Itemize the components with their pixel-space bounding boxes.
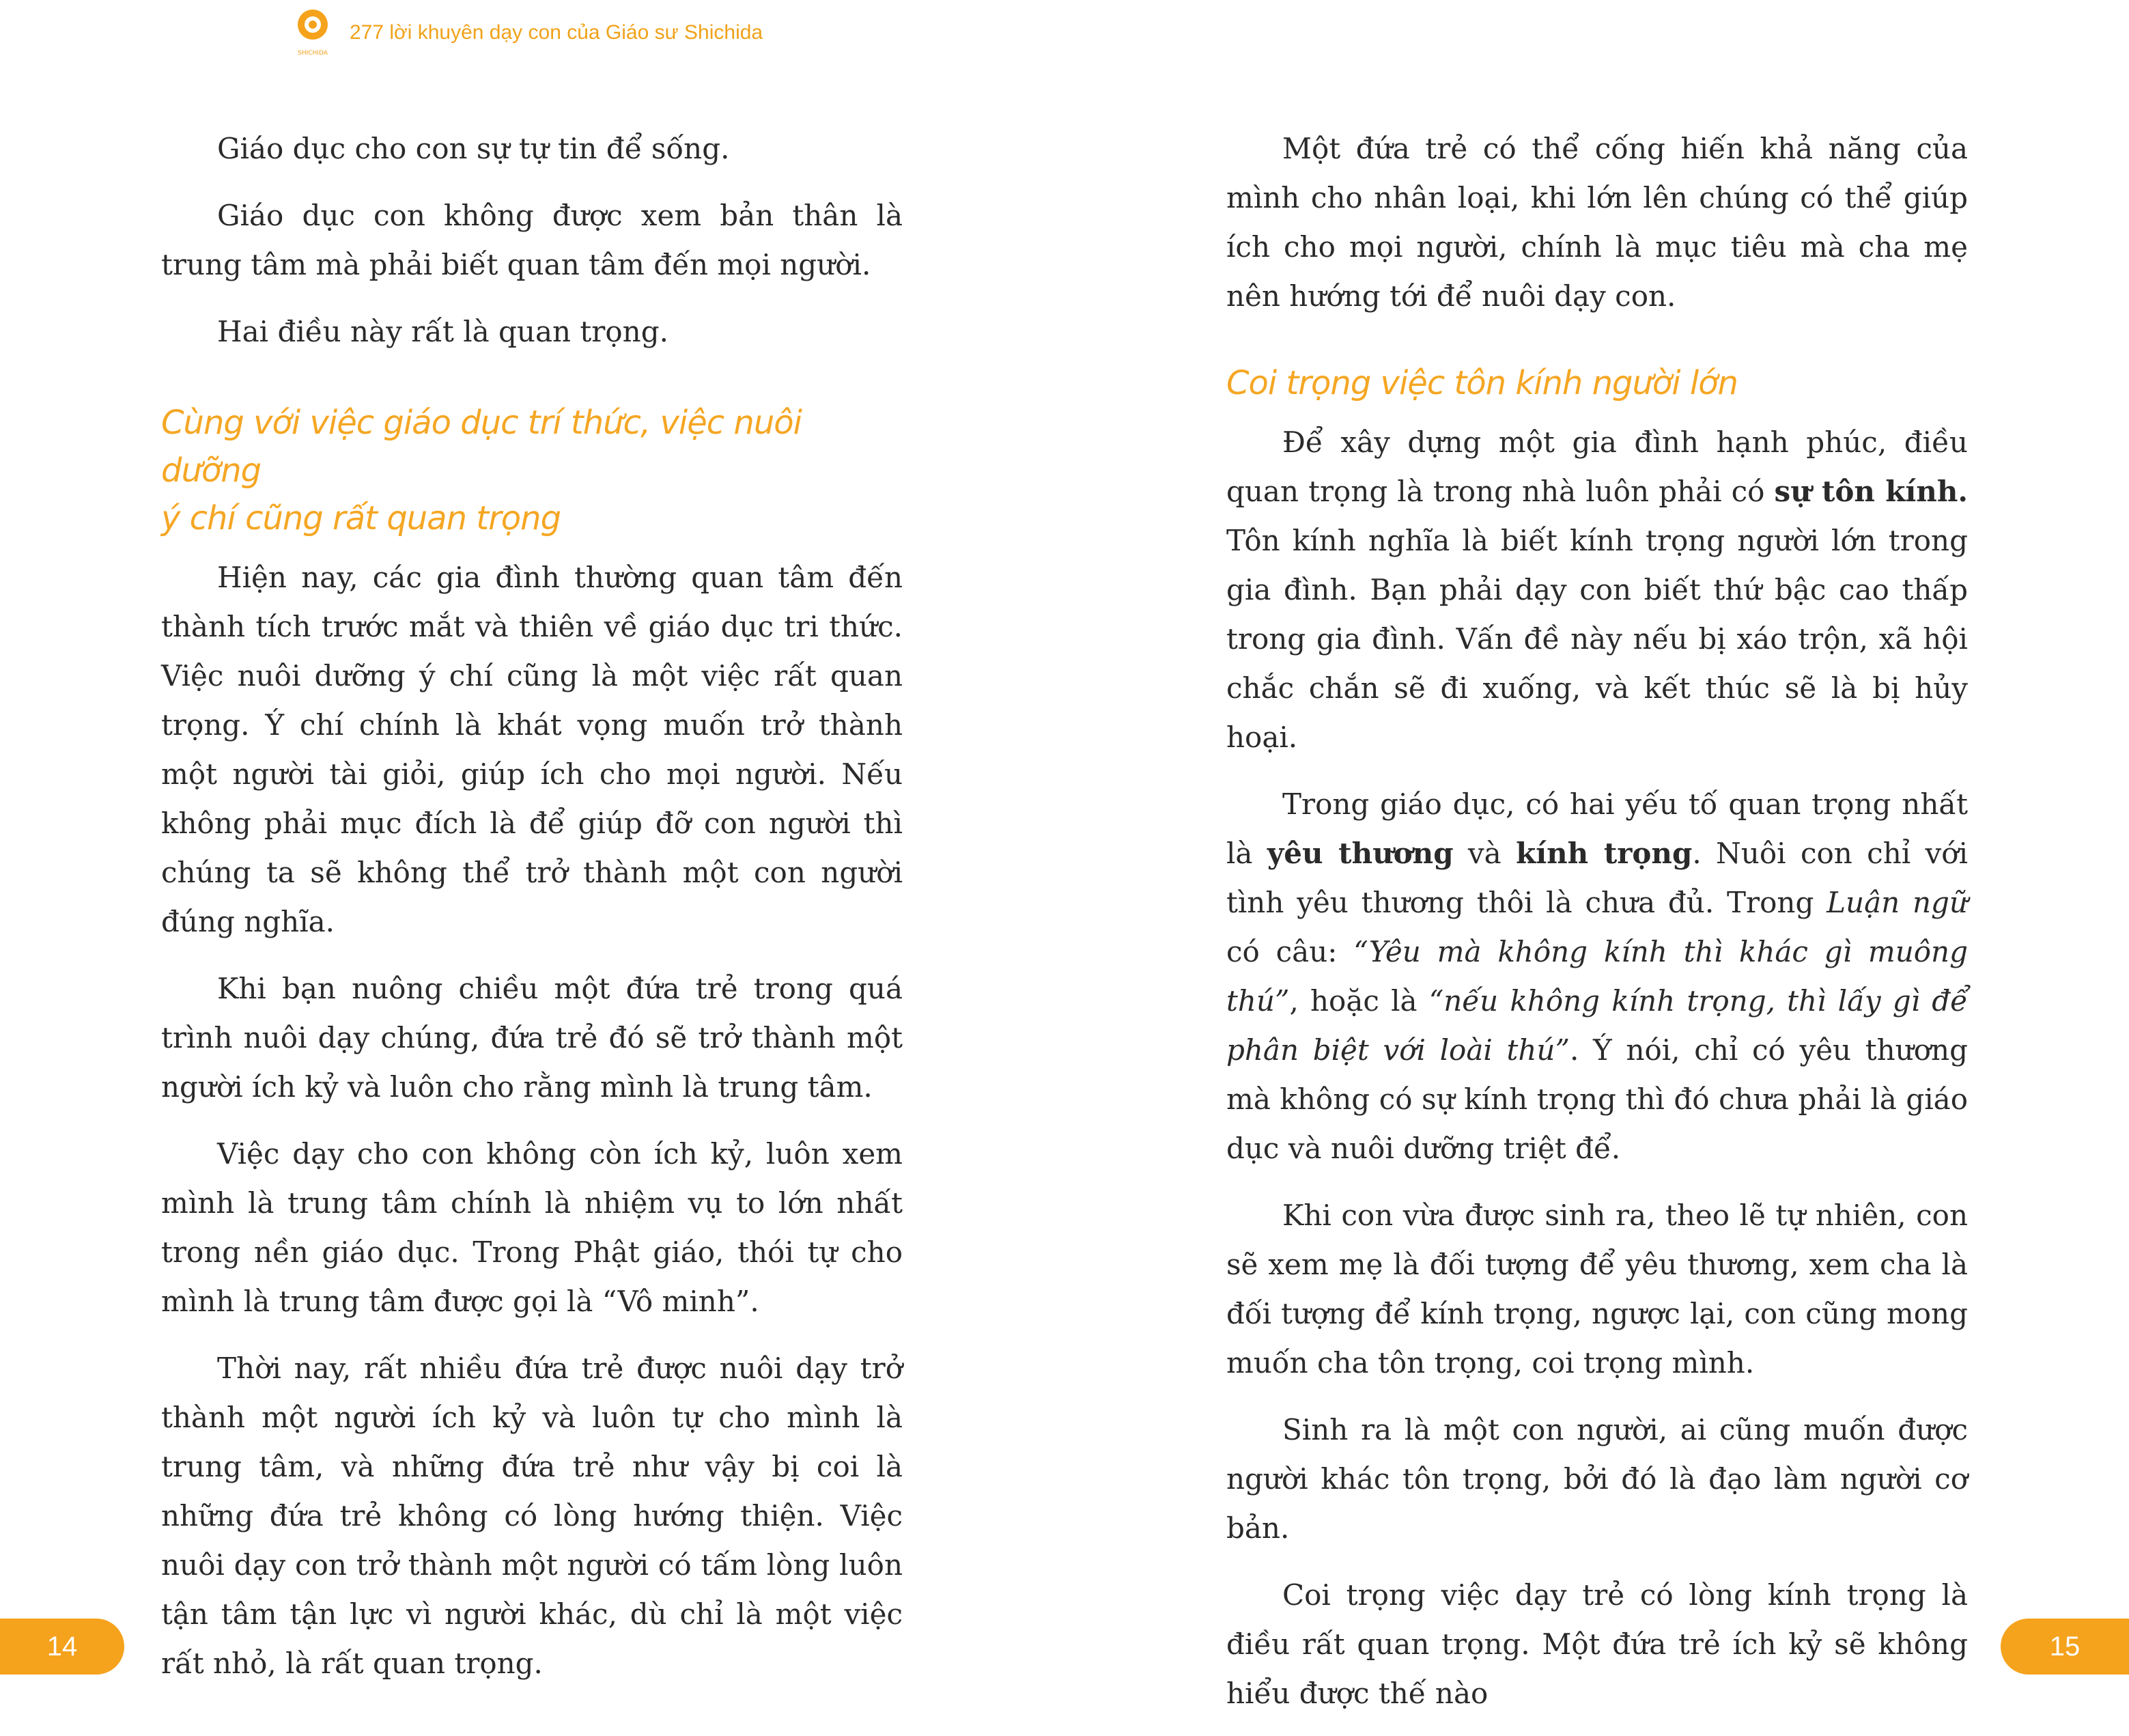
left-page xyxy=(161,124,903,1706)
text-run: . Ý nói, chỉ có yêu thương mà không có sự kính trọng thì đó chưa phải là giáo dục và nuôi dưỡng triệt để. xyxy=(1226,1033,1968,1165)
running-header xyxy=(294,5,763,60)
text-run: và xyxy=(1453,837,1517,870)
page-number-right: 15 xyxy=(2001,1619,2129,1675)
svg-text:SHICHIDA: SHICHIDA xyxy=(298,50,328,57)
italic-title: Luận ngữ xyxy=(1827,886,1968,919)
shichida-logo-icon xyxy=(294,5,332,60)
text-run: Để xây dựng một gia đình hạnh phúc, điều quan trọng là trong nhà luôn phải có xyxy=(1226,425,1968,508)
paragraph: Khi con vừa được sinh ra, theo lẽ tự nhiên, con sẽ xem mẹ là đối tượng để yêu thương, xem cha là đối tượng để kính trọng, ngược lại, con cũng mong muốn cha tôn trọng, coi trọng mình. xyxy=(1226,1199,1968,1380)
bold-term: yêu thương xyxy=(1267,837,1454,870)
bold-term: sự tôn kính. xyxy=(1774,475,1968,508)
paragraph: Thời nay, rất nhiều đứa trẻ được nuôi dạy trở thành một người ích kỷ và luôn tự cho mình là trung tâm, và những đứa trẻ như vậy bị coi là những đứa trẻ không có lòng hướng thiện. Việc nuôi dạy con trở thành một người có tấm lòng luôn tận tâm tận lực vì người khác, dù chỉ là một việc rất nhỏ, là rất quan trọng. xyxy=(161,1352,903,1680)
section-heading: Coi trọng việc tôn kính người lớn xyxy=(1226,364,1738,402)
bold-term: kính trọng xyxy=(1516,837,1693,870)
paragraph: Hai điều này rất là quan trọng. xyxy=(217,315,668,348)
right-page xyxy=(1226,124,1968,1736)
section-heading-line: Cùng với việc giáo dục trí thức, việc nuôi dưỡng xyxy=(161,404,802,490)
paragraph xyxy=(1226,780,1968,1173)
book-title: 277 lời khuyên dạy con của Giáo sư Shichida xyxy=(350,21,763,44)
text-run: Tôn kính nghĩa là biết kính trọng người lớn trong gia đình. Bạn phải dạy con biết thứ bậc cao thấp trong gia đình. Vấn đề này nếu bị xáo trộn, xã hội chắc chắn sẽ đi xuống, và kết thúc sẽ là bị hủy hoại. xyxy=(1226,524,1968,754)
italic-quote: “Yêu mà không kính thì khác gì muông thú” xyxy=(1226,935,1968,1018)
page-number-left: 14 xyxy=(0,1619,124,1675)
text-run: , hoặc là xyxy=(1289,984,1429,1018)
text-run: . Nuôi con chỉ với tình yêu thương thôi là chưa đủ. Trong xyxy=(1226,837,1969,919)
paragraph: Giáo dục con không được xem bản thân là trung tâm mà phải biết quan tâm đến mọi người. xyxy=(161,199,903,281)
paragraph: Coi trọng việc dạy trẻ có lòng kính trọng là điều rất quan trọng. Một đứa trẻ ích kỷ sẽ không hiểu được thế nào xyxy=(1226,1578,1968,1710)
section-heading xyxy=(161,399,903,542)
paragraph: Hiện nay, các gia đình thường quan tâm đến thành tích trước mắt và thiên về giáo dục tri thức. Việc nuôi dưỡng ý chí cũng là một việc rất quan trọng. Ý chí chính là khát vọng muốn trở thành một người tài giỏi, giúp ích cho mọi người. Nếu không phải mục đích là để giúp đỡ con người thì chúng ta sẽ không thể trở thành một con người đúng nghĩa. xyxy=(161,561,903,938)
paragraph xyxy=(1226,418,1968,762)
paragraph: Khi bạn nuông chiều một đứa trẻ trong quá trình nuôi dạy chúng, đứa trẻ đó sẽ trở thành một người ích kỷ và luôn cho rằng mình là trung tâm. xyxy=(161,972,903,1104)
paragraph: Giáo dục cho con sự tự tin để sống. xyxy=(217,132,730,165)
text-run: có câu: xyxy=(1226,935,1354,968)
text-run: Trong giáo dục, có hai yếu tố quan trọng nhất là xyxy=(1226,787,1968,870)
paragraph: Việc dạy cho con không còn ích kỷ, luôn xem mình là trung tâm chính là nhiệm vụ to lớn nhất trong nền giáo dục. Trong Phật giáo, thói tự cho mình là trung tâm được gọi là “Vô minh”. xyxy=(161,1137,903,1318)
paragraph: Sinh ra là một con người, ai cũng muốn được người khác tôn trọng, bởi đó là đạo làm người cơ bản. xyxy=(1226,1413,1968,1545)
italic-quote: “nếu không kính trọng, thì lấy gì để phân biệt với loài thú” xyxy=(1226,984,1968,1067)
section-heading-line: ý chí cũng rất quan trọng xyxy=(161,499,561,537)
paragraph: Một đứa trẻ có thể cống hiến khả năng của mình cho nhân loại, khi lớn lên chúng có thể giúp ích cho mọi người, chính là mục tiêu mà cha mẹ nên hướng tới để nuôi dạy con. xyxy=(1226,132,1968,313)
